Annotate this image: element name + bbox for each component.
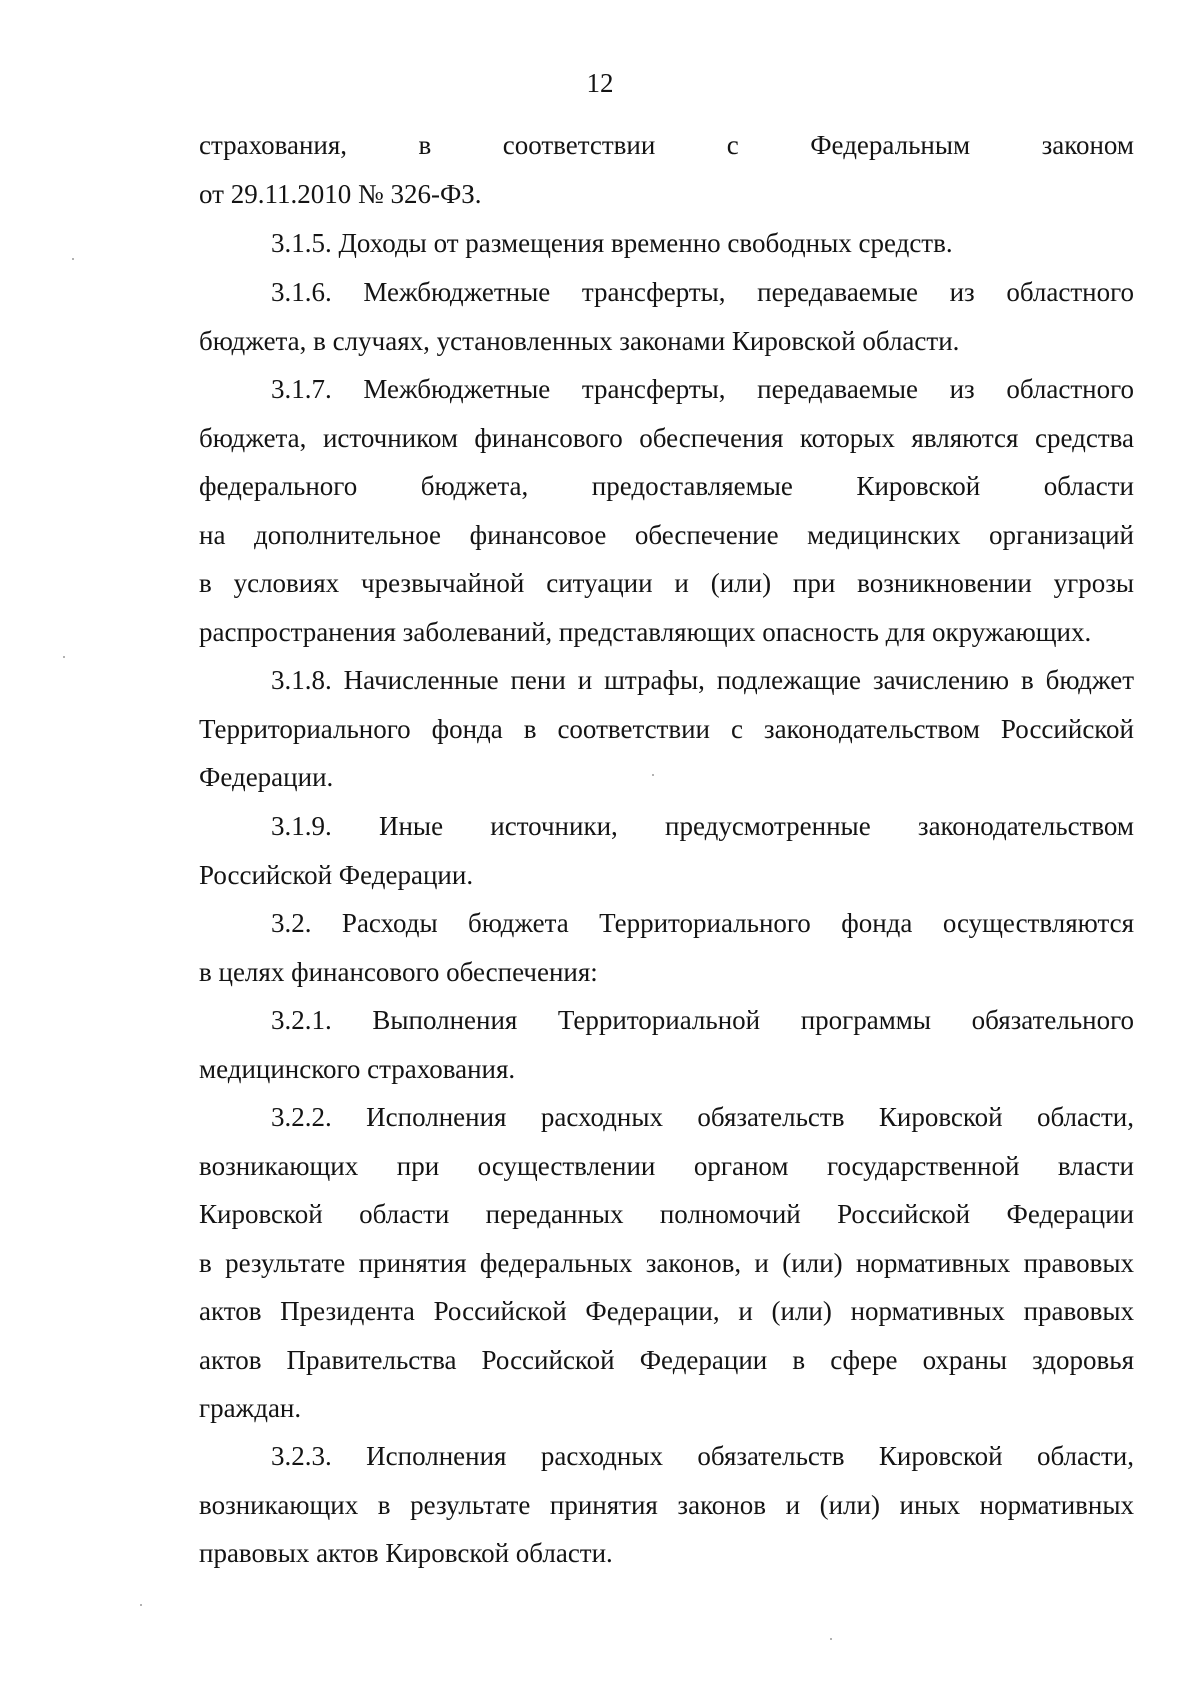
text-line: граждан.	[199, 1393, 302, 1423]
text-line: 3.1.5. Доходы от размещения временно свободных средств.	[271, 228, 953, 258]
text-line: медицинского страхования.	[199, 1053, 516, 1084]
text-line: актов Президента Российской Федерации, и (или) нормативных правовых	[199, 1296, 1134, 1326]
text-line: Территориального фонда в соответствии с законодательством Российской	[199, 713, 1134, 744]
text-line: возникающих в результате принятия законов и (или) иных нормативных	[199, 1489, 1134, 1520]
scan-speck	[140, 1604, 142, 1606]
scan-speck	[830, 1638, 832, 1640]
paragraph	[199, 121, 1134, 218]
paragraph	[199, 268, 1134, 365]
scan-speck	[652, 774, 654, 776]
paragraph	[199, 656, 1134, 802]
paragraph	[199, 1432, 1134, 1578]
text-line: Российской Федерации.	[199, 859, 474, 890]
text-line: Кировской области переданных полномочий Российской Федерации	[199, 1199, 1134, 1229]
text-line: 3.1.6. Межбюджетные трансферты, передаваемые из областного	[271, 277, 1134, 307]
text-line: в условиях чрезвычайной ситуации и (или) при возникновении угрозы	[199, 568, 1134, 598]
text-line: в целях финансового обеспечения:	[199, 956, 598, 987]
paragraph	[199, 899, 1134, 996]
text-line: 3.1.9. Иные источники, предусмотренные законодательством	[271, 811, 1134, 841]
text-line: 3.1.8. Начисленные пени и штрафы, подлежащие зачислению в бюджет	[271, 665, 1134, 695]
paragraph	[199, 219, 1134, 268]
text-line: 3.1.7. Межбюджетные трансферты, передаваемые из областного	[271, 374, 1134, 404]
text-line: правовых актов Кировской области.	[199, 1538, 613, 1568]
text-line: бюджета, в случаях, установленных законами Кировской области.	[199, 325, 960, 356]
text-line: 3.2.3. Исполнения расходных обязательств Кировской области,	[271, 1441, 1134, 1471]
text-line: актов Правительства Российской Федерации в сфере охраны здоровья	[199, 1344, 1134, 1375]
text-line: Федерации.	[199, 762, 334, 792]
scan-speck	[63, 656, 65, 658]
text-line: страхования, в соответствии с Федеральным законом	[199, 130, 1134, 160]
text-line: федерального бюджета, предоставляемые Кировской области	[199, 471, 1134, 501]
paragraph	[199, 1093, 1134, 1433]
text-line: от 29.11.2010 № 326-ФЗ.	[199, 178, 482, 209]
text-line: 3.2.2. Исполнения расходных обязательств Кировской области,	[271, 1102, 1134, 1132]
text-line: 3.2.1. Выполнения Территориальной программы обязательного	[271, 1005, 1134, 1035]
text-line: распространения заболеваний, представляющих опасность для окружающих.	[199, 616, 1092, 647]
text-line: 3.2. Расходы бюджета Территориального фонда осуществляются	[271, 908, 1134, 938]
paragraph	[199, 365, 1134, 656]
text-line: в результате принятия федеральных законов, и (или) нормативных правовых	[199, 1247, 1134, 1278]
page-number: 12	[586, 68, 614, 98]
text-line: на дополнительное финансовое обеспечение медицинских организаций	[199, 519, 1134, 550]
paragraph	[199, 996, 1134, 1093]
text-line: возникающих при осуществлении органом государственной власти	[199, 1150, 1134, 1181]
paragraph	[199, 802, 1134, 899]
scan-speck	[72, 258, 74, 260]
text-line: бюджета, источником финансового обеспечения которых являются средства	[199, 422, 1134, 453]
